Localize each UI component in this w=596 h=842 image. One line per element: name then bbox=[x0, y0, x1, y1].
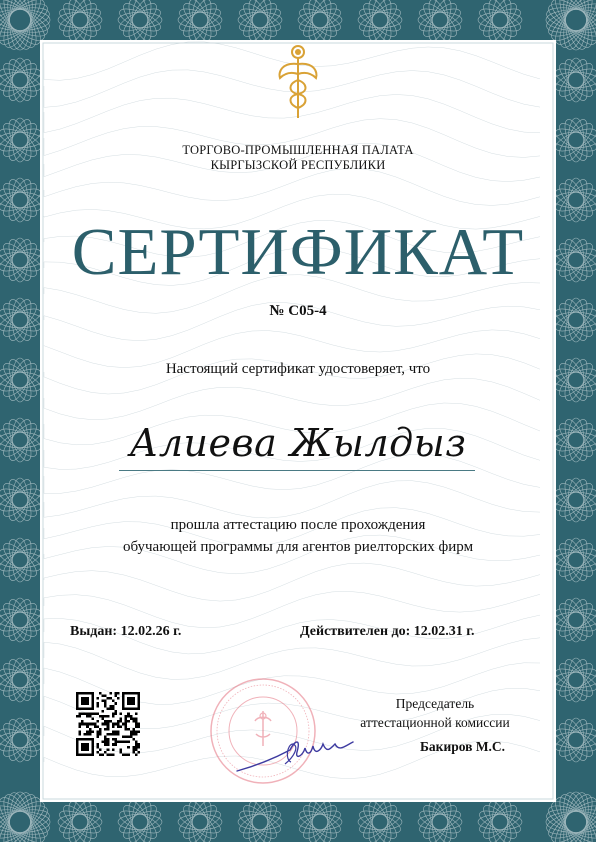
handwritten-signature bbox=[235, 726, 360, 776]
valid-until-date: Действителен до: 12.02.31 г. bbox=[300, 624, 475, 639]
certificate-title: СЕРТИФИКАТ bbox=[71, 215, 525, 289]
signatory-title-line-1: Председатель bbox=[395, 696, 475, 711]
certificate-intro: Настоящий сертификат удостоверяет, что bbox=[165, 361, 431, 377]
issued-date: Выдан: 12.02.26 г. bbox=[70, 624, 182, 639]
name-underline bbox=[119, 470, 475, 471]
signatory-title-line-2: аттестационной комиссии bbox=[360, 715, 510, 730]
qr-code-icon bbox=[76, 692, 140, 756]
signatory-name: Бакиров М.С. bbox=[420, 739, 506, 754]
certificate-number: № С05-4 bbox=[269, 303, 327, 319]
signatory-title bbox=[320, 694, 550, 732]
organization-name bbox=[0, 143, 596, 173]
organization-line-1: ТОРГОВО-ПРОМЫШЛЕННАЯ ПАЛАТА bbox=[182, 143, 414, 157]
body-line-2: обучающей программы для агентов риелторских фирм bbox=[122, 539, 474, 555]
holder-name: Алиева Жылдыз bbox=[129, 421, 467, 465]
caduceus-emblem-icon bbox=[276, 42, 320, 122]
body-line-1: прошла аттестацию после прохождения bbox=[170, 517, 426, 533]
organization-line-2: КЫРГЫЗСКОЙ РЕСПУБЛИКИ bbox=[210, 158, 386, 172]
certificate-body bbox=[0, 514, 596, 558]
